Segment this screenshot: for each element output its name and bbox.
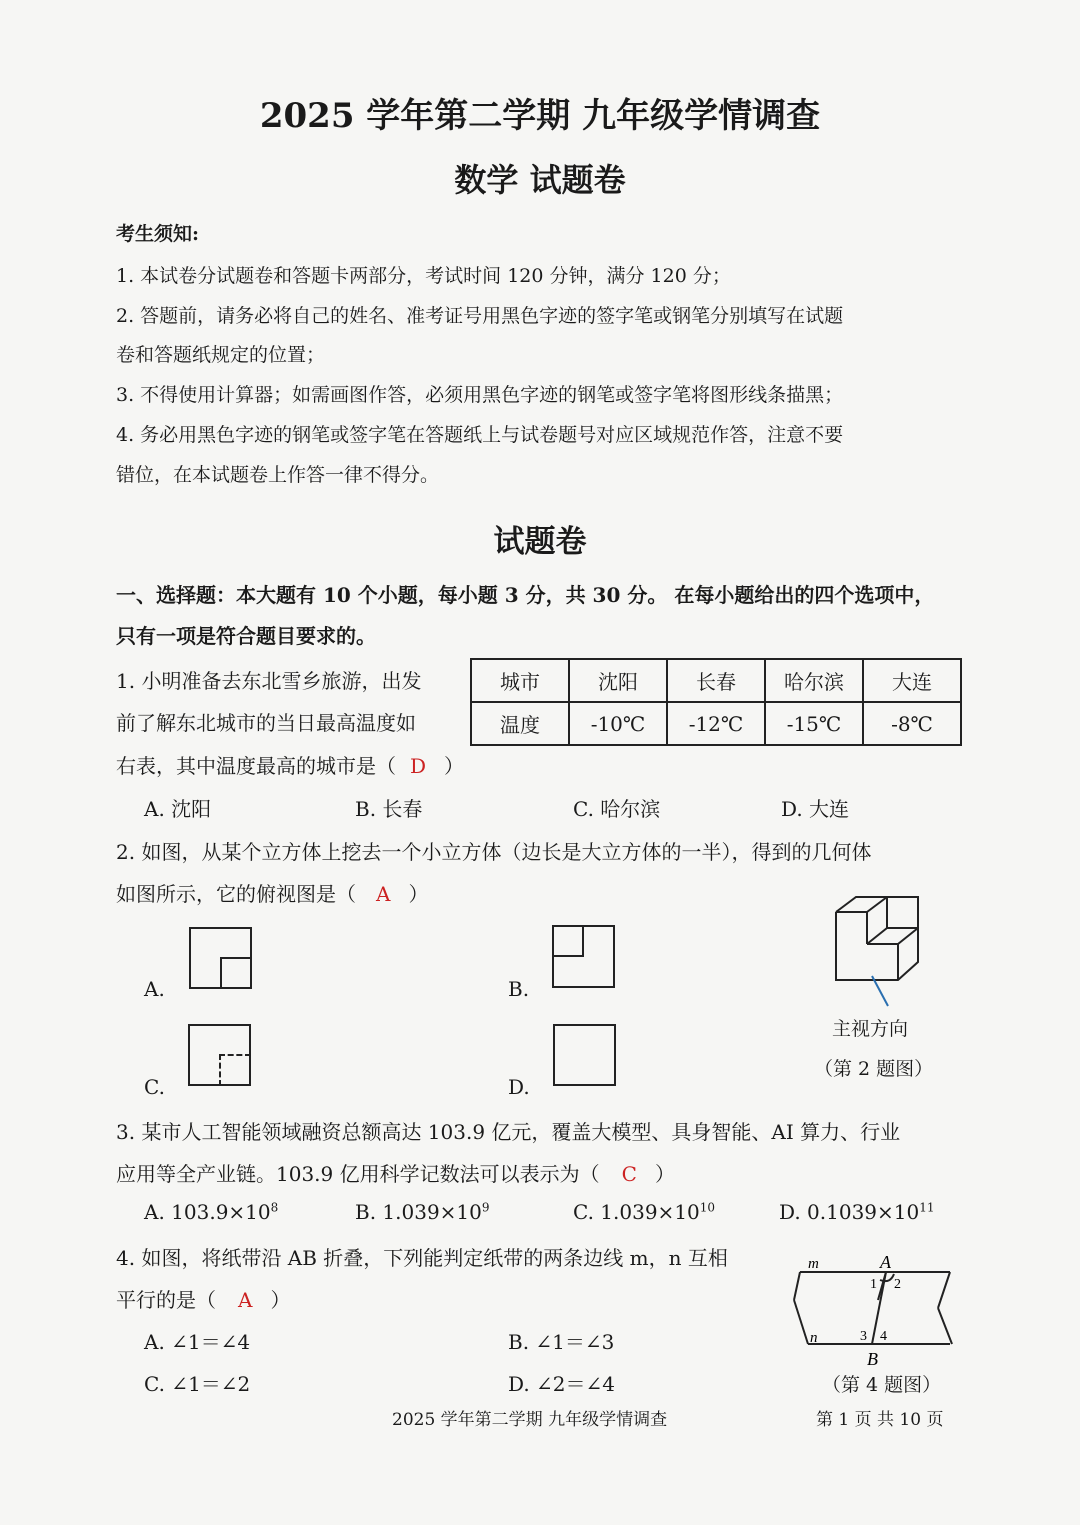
table-cell: 城市: [471, 659, 569, 702]
table-cell: 沈阳: [569, 659, 667, 702]
label-angle-4: 4: [880, 1329, 887, 1344]
q4-text: 4. 如图，将纸带沿 AB 折叠，下列能判定纸带的两条边线 m，n 互相: [116, 1246, 728, 1270]
hidden-edge-square: [219, 1054, 251, 1086]
q2-option-b-label: B.: [508, 977, 530, 1001]
q4-paper-strip-figure: [790, 1250, 960, 1375]
q1-text: 右表，其中温度最高的城市是（ D ）: [116, 754, 465, 778]
q4-option-b: B. ∠1＝∠3: [508, 1330, 615, 1354]
page-number: 第 1 页 共 10 页: [816, 1410, 944, 1430]
inner-square: [220, 957, 252, 989]
footer-title: 2025 学年第二学期 九年级学情调查: [392, 1410, 668, 1430]
part1-instruction: 只有一项是符合题目要求的。: [116, 624, 376, 648]
q3-option-d: D. $0.1039\times 10^{11}$: [779, 1200, 935, 1224]
q2-option-c-figure: [188, 1024, 251, 1086]
exam-title: 2025 学年第二学期 九年级学情调查: [259, 96, 821, 136]
q4-option-a: A. ∠1＝∠4: [144, 1330, 251, 1354]
q1-answer: D: [410, 754, 427, 778]
table-row: [471, 702, 961, 745]
q3-option-a: A. $103.9\times 10^8$: [144, 1200, 279, 1224]
exam-subject: 数学 试题卷: [454, 161, 626, 199]
table-cell: -12℃: [667, 702, 765, 745]
q1-text: 前了解东北城市的当日最高温度如: [116, 711, 416, 735]
q2-figure-caption: （第 2 题图）: [814, 1058, 934, 1080]
q2-option-b-figure: [552, 925, 615, 988]
q4-text: 平行的是（ A ）: [116, 1288, 291, 1312]
table-row: [471, 659, 961, 702]
q1-option-d: D. 大连: [781, 797, 850, 821]
table-cell: 哈尔滨: [765, 659, 863, 702]
label-m: m: [808, 1256, 819, 1272]
q4-option-d: D. ∠2＝∠4: [508, 1372, 616, 1396]
q4-figure-caption: （第 4 题图）: [822, 1374, 942, 1396]
q3-option-c: C. $1.039\times 10^{10}$: [573, 1200, 716, 1224]
label-a: A: [880, 1252, 891, 1272]
q2-option-a-figure: [189, 927, 252, 989]
label-angle-2: 2: [894, 1277, 901, 1292]
q2-text: 如图所示，它的俯视图是（ A ）: [116, 882, 429, 906]
q4-option-c: C. ∠1＝∠2: [144, 1372, 251, 1396]
part1-instruction: 一、选择题：本大题有 10 个小题，每小题 3 分，共 30 分。 在每小题给出的四个选项中，: [116, 583, 935, 607]
q1-text: 1. 小明准备去东北雪乡旅游，出发: [116, 669, 422, 693]
notice-item: 3. 不得使用计算器；如需画图作答，必须用黑色字迹的钢笔或签字笔将图形线条描黑；: [116, 384, 844, 406]
q4-answer: A: [238, 1288, 253, 1312]
q1-option-a: A. 沈阳: [144, 797, 212, 821]
q1-option-c: C. 哈尔滨: [573, 797, 661, 821]
inner-square: [552, 925, 584, 957]
q2-cube-figure: [826, 892, 926, 1012]
q2-option-a-label: A.: [144, 977, 165, 1001]
table-cell: 长春: [667, 659, 765, 702]
notice-heading: 考生须知:: [116, 223, 200, 245]
q3-answer: C: [621, 1162, 637, 1186]
q2-text: 2. 如图，从某个立方体上挖去一个小立方体（边长是大立方体的一半），得到的几何体: [116, 840, 872, 864]
q1-option-b: B. 长春: [355, 797, 423, 821]
q2-option-d-figure: [553, 1024, 616, 1086]
q3-text: 3. 某市人工智能领域融资总额高达 103.9 亿元，覆盖大模型、具身智能、AI 算力、行业: [116, 1120, 901, 1144]
notice-item: 卷和答题纸规定的位置；: [116, 344, 326, 366]
label-angle-3: 3: [860, 1329, 867, 1344]
table-cell: -15℃: [765, 702, 863, 745]
temperature-table: [470, 658, 962, 746]
table-cell: -10℃: [569, 702, 667, 745]
q2-figure-label: 主视方向: [832, 1018, 909, 1040]
table-cell: 温度: [471, 702, 569, 745]
notice-item: 2. 答题前，请务必将自己的姓名、准考证号用黑色字迹的签字笔或钢笔分别填写在试题: [116, 305, 844, 327]
label-angle-1: 1: [870, 1277, 877, 1292]
section-title: 试题卷: [493, 524, 587, 560]
table-cell: -8℃: [863, 702, 961, 745]
q2-answer: A: [376, 882, 391, 906]
notice-item: 错位，在本试题卷上作答一律不得分。: [116, 464, 440, 486]
q3-option-b: B. $1.039\times 10^9$: [355, 1200, 490, 1224]
label-n: n: [810, 1330, 818, 1346]
q2-option-c-label: C.: [144, 1075, 165, 1099]
notice-item: 4. 务必用黑色字迹的钢笔或签字笔在答题纸上与试卷题号对应区域规范作答，注意不要: [116, 424, 844, 446]
notice-item: 1. 本试卷分试题卷和答题卡两部分，考试时间 120 分钟，满分 120 分；: [116, 265, 731, 287]
q3-text: 应用等全产业链。103.9 亿用科学记数法可以表示为（ C ）: [116, 1162, 675, 1186]
table-cell: 大连: [863, 659, 961, 702]
q2-option-d-label: D.: [508, 1075, 530, 1099]
label-b: B: [867, 1349, 878, 1369]
